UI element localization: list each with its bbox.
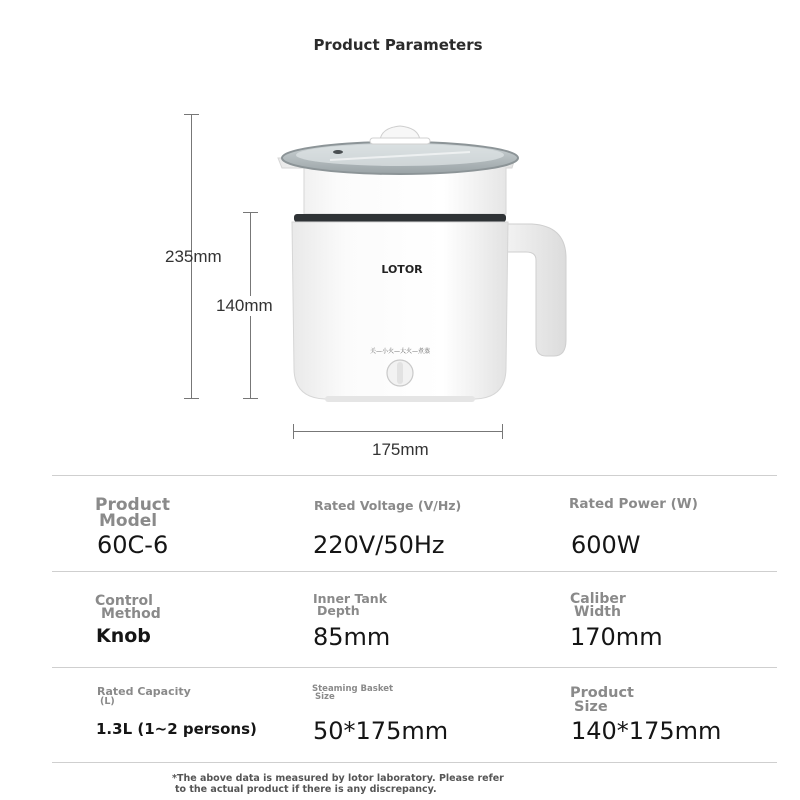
total-height-cap-top bbox=[184, 114, 199, 115]
electric-pot-illustration bbox=[270, 108, 580, 413]
spec-value-rated-voltage: 220V/50Hz bbox=[313, 531, 445, 559]
spec-value-rated-power: 600W bbox=[571, 531, 641, 559]
dark-band bbox=[294, 214, 506, 222]
spec-cell-rated-voltage bbox=[314, 500, 461, 512]
table-divider-2 bbox=[52, 667, 777, 668]
knob-scale-text: 关—小火—大火—煮蒸 bbox=[369, 348, 431, 355]
spec-label-line1: Rated Power (W) bbox=[569, 496, 698, 512]
width-cap-right bbox=[502, 424, 503, 439]
table-divider-top bbox=[52, 475, 777, 476]
body-height-label: 140mm bbox=[216, 296, 273, 315]
body-height-cap-top bbox=[243, 212, 258, 213]
footnote-line1: *The above data is measured by lotor laboratory. Please refer bbox=[172, 773, 504, 784]
footnote-line2: to the actual product if there is any discrepancy. bbox=[175, 783, 437, 795]
table-divider-bottom bbox=[52, 762, 777, 763]
spec-value-steaming-basket-size: 50*175mm bbox=[313, 717, 449, 745]
spec-value-rated-capacity: 1.3L (1~2 persons) bbox=[96, 720, 257, 738]
page-title: Product Parameters bbox=[313, 36, 483, 54]
spec-label-line1: Steaming Basket bbox=[312, 684, 394, 694]
spec-value-caliber-width: 170mm bbox=[570, 623, 663, 651]
spec-label-line2: Size bbox=[574, 698, 608, 715]
electric-pot-image bbox=[270, 108, 580, 413]
spec-label-line2: Size bbox=[315, 692, 335, 703]
spec-cell-inner-tank-depth bbox=[313, 593, 387, 617]
spec-label-line1: Product bbox=[570, 685, 634, 701]
brand-logo: LOTOR bbox=[381, 263, 423, 276]
spec-label-line1: Control bbox=[95, 593, 153, 609]
footnote bbox=[172, 774, 572, 796]
spec-label-line1: Product bbox=[95, 495, 170, 515]
total-height-cap-bottom bbox=[184, 398, 199, 399]
spec-cell-product-size bbox=[570, 687, 634, 715]
spec-label-line2: (L) bbox=[100, 696, 115, 708]
body-height-cap-bottom bbox=[243, 398, 258, 399]
spec-cell-rated-power bbox=[569, 498, 698, 511]
spec-value-inner-tank-depth: 85mm bbox=[313, 623, 391, 651]
spec-value-product-model: 60C-6 bbox=[97, 531, 169, 559]
spec-value-product-size: 140*175mm bbox=[571, 717, 722, 745]
spec-value-control-method: Knob bbox=[96, 625, 151, 647]
spec-cell-product-model bbox=[95, 495, 170, 532]
spec-label-line1: Rated Voltage (V/Hz) bbox=[314, 498, 462, 513]
width-label: 175mm bbox=[372, 440, 429, 459]
spec-label-line2: Width bbox=[574, 604, 621, 621]
table-divider-1 bbox=[52, 571, 777, 572]
spec-label-line2: Model bbox=[99, 511, 158, 532]
spec-label-line1: Caliber bbox=[570, 591, 626, 607]
width-cap-left bbox=[293, 424, 294, 439]
spec-cell-rated-capacity bbox=[97, 687, 191, 706]
spec-cell-caliber-width bbox=[570, 593, 626, 620]
spec-label-line1: Rated Capacity bbox=[97, 685, 191, 698]
spec-label-line2: Depth bbox=[317, 602, 360, 618]
spec-label-line1: Inner Tank bbox=[313, 591, 388, 606]
spec-cell-steaming-basket-size bbox=[312, 685, 393, 701]
width-dimension-line bbox=[293, 431, 503, 432]
total-height-label: 235mm bbox=[165, 247, 222, 266]
spec-label-line2: Method bbox=[101, 606, 161, 623]
spec-cell-control-method bbox=[95, 595, 161, 622]
